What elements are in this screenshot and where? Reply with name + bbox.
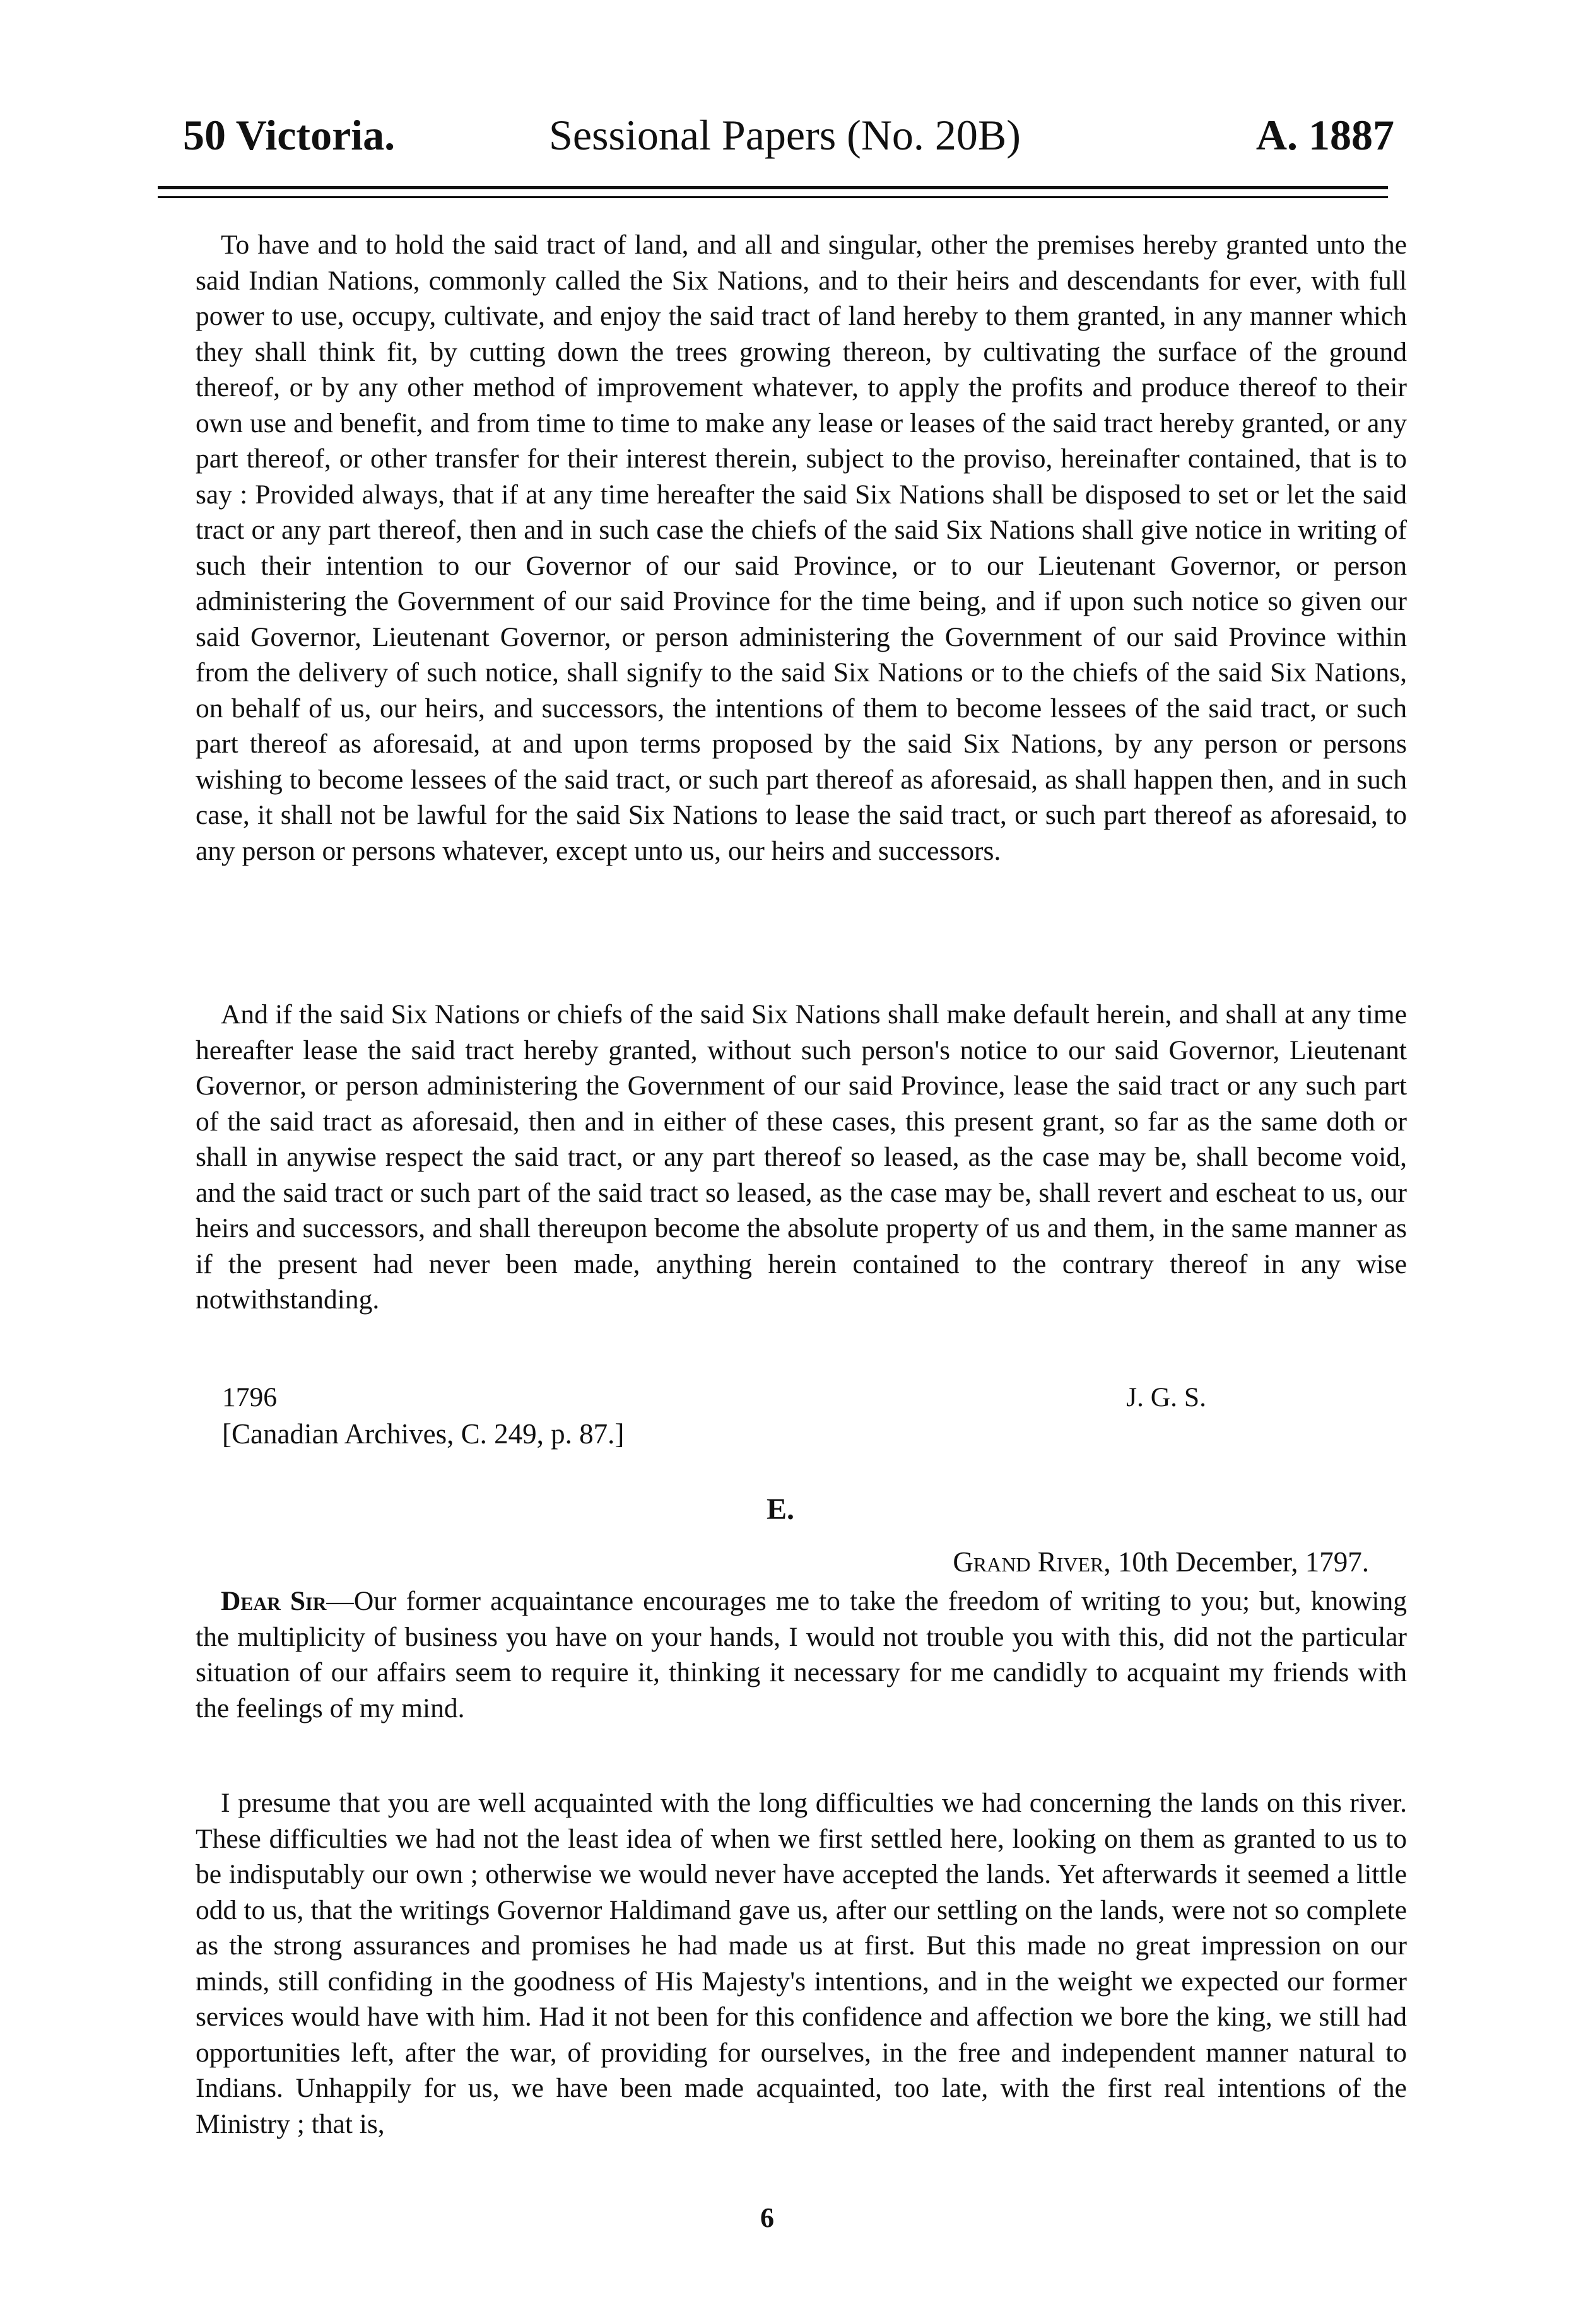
dateline-date: 10th December, 1797. bbox=[1117, 1546, 1369, 1578]
running-header bbox=[183, 104, 1394, 161]
letter-paragraph-2: I presume that you are well acquainted with the long difficulties we had concerning the lands on this river. These difficulties we had not the least idea of when we first settled here, looking on them as granted to us to be indisputably our own ; otherwise we would never have accepted the lands. Yet afterwards it seemed a little odd to us, that the writings Governor Haldimand gave us, after our settling on the lands, were not so complete as the strong assurances and promises he had made us at first. But this made no great impression on our minds, still confiding in the goodness of His Majesty's intentions, and in the weight we expected our former services would have with him. Had it not been for this confidence and affection we bore the king, we still had opportunities left, after the war, of providing for ourselves, in the free and independent manner natural to Indians. Unhappily for us, we have been made acquainted, too late, with the first real intentions of the Ministry ; that is, bbox=[196, 1788, 1407, 2139]
header-rule-thick bbox=[158, 186, 1388, 189]
dateline-place: Grand River, bbox=[953, 1546, 1111, 1578]
grant-paragraph-1: To have and to hold the said tract of land, and all and singular, other the premises hereby granted unto the said Indian Nations, commonly called the Six Nations, and to their heirs and descendants for ever, with full power to use, occupy, cultivate, and enjoy the said tract of land hereby to them granted, in any manner which they shall think fit, by cutting down the trees growing thereon, by cultivating the surface of the ground thereof, or by any other method of improvement whatever, to apply the profits and produce thereof to their own use and benefit, and from time to time to make any lease or leases of the said tract hereby granted, or any part thereof, or other transfer for their interest therein, subject to the proviso, hereinafter contained, that is to say : Provided always, that if at any time hereafter the said Six Nations shall be disposed to set or let the said tract or any part thereof, then and in such case the chiefs of the said Six Nations shall give notice in writing of such their intention to our Governor of our said Province, or to our Lieutenant Governor, or person administering the Government of our said Province for the time being, and if upon such notice so given our said Governor, Lieutenant Governor, or person administering the Government of our said Province within from the delivery of such notice, shall signify to the said Six Nations or to the chiefs of the said Six Nations, on behalf of us, our heirs, and successors, the intentions of them to become lessees of the said tract, or such part thereof as aforesaid, at and upon terms proposed by the said Six Nations, by any person or persons wishing to become lessees of the said tract, or such part thereof as aforesaid, as shall happen then, and in such case, it shall not be lawful for the said Six Nations to lease the said tract, or such part thereof as aforesaid, to any person or persons whatever, except unto us, our heirs and successors. bbox=[196, 230, 1407, 866]
letter-paragraph-1-text: —Our former acquaintance encourages me to take the freedom of writing to you; but, knowing the multiplicity of business you have on your hands, I would not trouble you with this, did not the particular situation of our affairs seem to require it, thinking it necessary for me candidly to acquaint my friends with the feelings of my mind. bbox=[196, 1586, 1407, 1723]
header-rule-thin bbox=[158, 196, 1388, 198]
header-title: Sessional Papers (No. 20B) bbox=[549, 111, 1021, 159]
grant-initials: J. G. S. bbox=[1126, 1382, 1206, 1412]
page-number: 6 bbox=[760, 2202, 774, 2233]
grant-paragraph-2: And if the said Six Nations or chiefs of the said Six Nations shall make default herein, and shall at any time hereafter lease the said tract hereby granted, without such person's notice to our said Governor, Lieutenant Governor, or person administering the Government of our said Province, lease the said tract or any such part of the said tract as aforesaid, then and in either of these cases, this present grant, so far as the same doth or shall in anywise respect the said tract, or any part thereof so leased, as the case may be, shall become void, and the said tract or such part of the said tract so leased, as the case may be, shall revert and escheat to us, our heirs and successors, and shall thereupon become the absolute property of us and them, in the same manner as if the present had never been made, anything herein contained to the contrary thereof in any wise notwithstanding. bbox=[196, 999, 1407, 1315]
letter-dateline bbox=[953, 1546, 1369, 1578]
section-heading: E. bbox=[767, 1493, 795, 1526]
letter-paragraph-1 bbox=[196, 1583, 1407, 1726]
letter-salutation: Dear Sir bbox=[221, 1586, 327, 1616]
header-year: A. 1887 bbox=[1255, 111, 1394, 159]
grant-citation: [Canadian Archives, C. 249, p. 87.] bbox=[222, 1418, 625, 1450]
header-session: 50 Victoria. bbox=[183, 111, 396, 159]
grant-year: 1796 bbox=[222, 1382, 277, 1412]
